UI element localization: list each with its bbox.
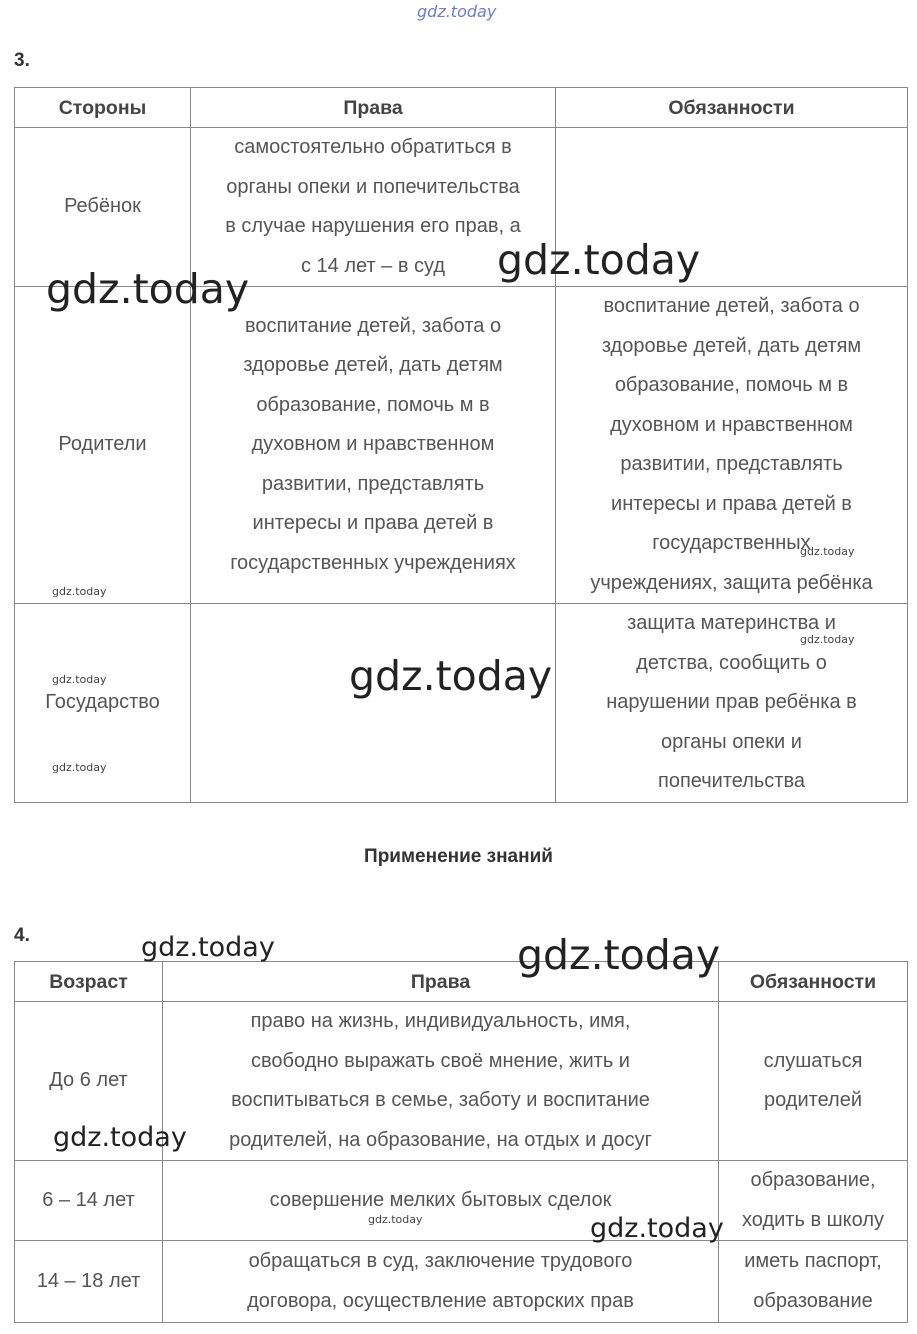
age-cell: 14 – 18 лет — [15, 1241, 163, 1323]
task-4-number: 4. — [14, 925, 30, 946]
watermark: gdz.today — [53, 1122, 187, 1153]
table-row — [15, 1241, 908, 1323]
header-rights: Права — [163, 962, 719, 1002]
rights-cell: право на жизнь, индивидуальность, имя, свободно выражать своё мнение, жить и воспитываться в семье, заботу и воспитание родителей, на образование, на отдых и досуг — [163, 1002, 719, 1161]
table-row — [15, 287, 908, 604]
table-row — [15, 1161, 908, 1241]
table-row — [15, 128, 908, 287]
rights-cell — [191, 604, 556, 803]
duties-cell: образование, ходить в школу — [719, 1161, 908, 1241]
duties-cell: защита материнства и детства, сообщить о нарушении прав ребёнка в органы опеки и попечительства — [556, 604, 908, 803]
watermark: gdz.today — [46, 265, 250, 313]
duties-cell: воспитание детей, забота о здоровье детей, дать детям образование, помочь м в духовном и нравственном развитии, представлять интересы и права детей в государственных учреждениях, защита ребёнка — [556, 287, 908, 604]
header-rights: Права — [191, 88, 556, 128]
watermark-top: gdz.today — [417, 2, 497, 21]
watermark: gdz.today — [497, 236, 701, 284]
rights-cell: совершение мелких бытовых сделок — [163, 1161, 719, 1241]
watermark: gdz.today — [141, 932, 275, 963]
watermark: gdz.today — [52, 673, 107, 686]
table-row — [15, 604, 908, 803]
rights-cell: обращаться в суд, заключение трудового договора, осуществление авторских прав — [163, 1241, 719, 1323]
watermark: gdz.today — [590, 1213, 724, 1244]
table-header-row — [15, 88, 908, 128]
watermark: gdz.today — [349, 652, 553, 700]
task-3-number: 3. — [14, 50, 30, 71]
age-cell: До 6 лет — [15, 1002, 163, 1161]
section-title: Применение знаний — [364, 846, 553, 867]
side-cell: Государство — [15, 604, 191, 803]
watermark: gdz.today — [52, 585, 107, 598]
rights-cell: самостоятельно обратиться в органы опеки и попечительства в случае нарушения его прав, а с 14 лет – в суд — [191, 128, 556, 287]
duties-cell: слушаться родителей — [719, 1002, 908, 1161]
watermark: gdz.today — [368, 1213, 423, 1226]
table-header-row — [15, 962, 908, 1002]
watermark: gdz.today — [517, 931, 721, 979]
header-duties: Обязанности — [719, 962, 908, 1002]
age-cell: 6 – 14 лет — [15, 1161, 163, 1241]
side-cell: Ребёнок — [15, 128, 191, 287]
header-sides: Стороны — [15, 88, 191, 128]
duties-cell: иметь паспорт, образование — [719, 1241, 908, 1323]
watermark: gdz.today — [52, 761, 107, 774]
rights-cell: воспитание детей, забота о здоровье детей, дать детям образование, помочь м в духовном и нравственном развитии, представлять интересы и права детей в государственных учреждениях — [191, 287, 556, 604]
watermark: gdz.today — [800, 633, 855, 646]
header-age: Возраст — [15, 962, 163, 1002]
header-duties: Обязанности — [556, 88, 908, 128]
watermark: gdz.today — [800, 545, 855, 558]
side-cell: Родители — [15, 287, 191, 604]
